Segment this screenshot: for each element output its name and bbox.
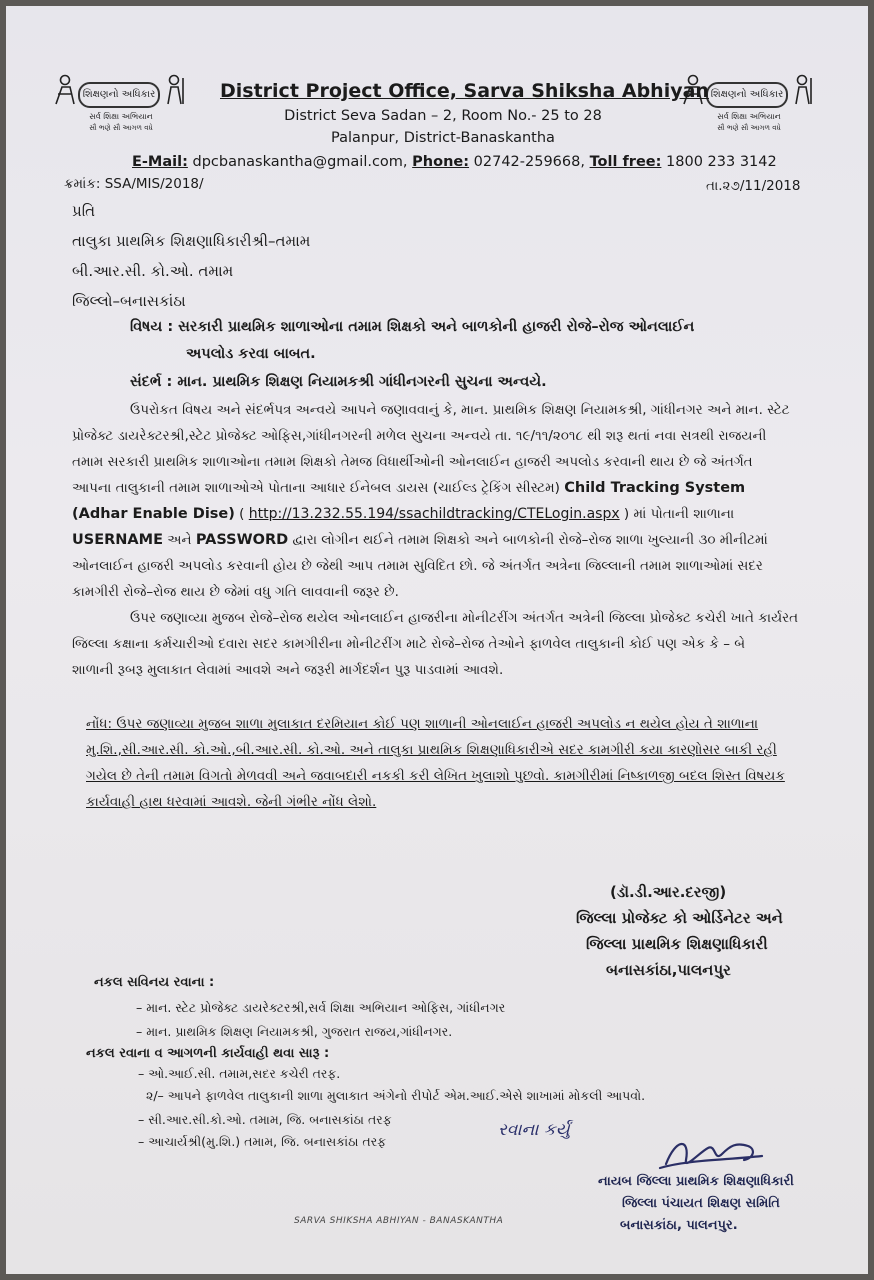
child-reading-icon	[52, 74, 78, 106]
body-line: કામગીરી રોજે–રોજ થાય છે જેમાં વધુ ગતિ લાવવાની જરૂર છે.	[72, 584, 399, 600]
body-text: આપના તાલુકાની તમામ શાળાઓએ પોતાના આધાર ઈનેબલ ડાયસ (ચાઈલ્ડ ટ્રેકિંગ સીસ્ટમ)	[72, 480, 565, 496]
email-address[interactable]: dpcbanaskantha@gmail.com,	[187, 154, 413, 170]
body-line: પ્રોજેક્ટ ડાયરેક્ટરશ્રી,સ્ટેટ પ્રોજેક્ટ ઓફિસ,ગાંધીનગરની મળેલ સુચના અન્વયે તા. ૧૯/૧૧/૨૦૧૮ થી શરૂ થતાં નવા સત્રથી રાજયની	[72, 428, 767, 444]
note-line: કાર્યવાહી હાથ ધરવામાં આવશે. જેની ગંભીર નોંધ લેશો.	[86, 794, 377, 810]
addressee-line: જિલ્લો–બનાસકાંઠા	[72, 292, 186, 310]
handwritten-signature	[656, 1130, 766, 1176]
password-term: PASSWORD	[195, 532, 289, 548]
body-line: જિલ્લા કક્ષાના કર્મચારીઓ દવારા સદર કામગીરીના મોનીટરીંગ માટે રોજે–રોજ તેઓને ફાળવેલ તાલુકાની કોઈ પણ એક કે – બે	[72, 636, 746, 652]
copy-item: – માન. સ્ટેટ પ્રોજેક્ટ ડાયરેક્ટરશ્રી,સર્વ શિક્ષા અભિયાન ઓફિસ, ગાંધીનગર	[136, 1000, 506, 1015]
copy-item: ૨/– આપને ફાળવેલ તાલુકાની શાળા મુલાકાત અંગેનો રીપોર્ટ એમ.આઈ.એસે શાખામાં મોકલી આપવો.	[146, 1088, 646, 1103]
signatory-place: બનાસકાંઠા,પાલનપુર	[606, 961, 731, 979]
signatory-name: (ડૉ.ડી.આર.દરજી)	[610, 883, 727, 901]
body-text: અને	[162, 532, 196, 548]
reference-number: ક્રમાંક: SSA/MIS/2018/	[64, 176, 204, 192]
signatory-title: જિલ્લા પ્રોજેક્ટ કો ઓર્ડિનેટર અને	[576, 909, 783, 927]
tollfree-number: 1800 233 3142	[661, 154, 777, 170]
subject-line: વિષય : સરકારી પ્રાથમિક શાળાઓના તમામ શિક્ષકો અને બાળકોની હાજરી રોજે–રોજ ઓનલાઈન	[130, 319, 695, 335]
reference-line: સંદર્ભ : માન. પ્રાથમિક શિક્ષણ નિયામકશ્રી ગાંધીનગરની સુચના અન્વયે.	[130, 374, 547, 390]
note-line: ગયેલ છે તેની તમામ વિગતો મેળવવી અને જવાબદારી નકકી કરી લેખિત ખુલાશો પુછવો. કામગીરીમાં નિષ્કાળજી બદલ શિસ્ત વિષયક	[86, 768, 785, 784]
body-text: (	[234, 506, 249, 522]
body-text: ) માં પોતાની શાળાના	[619, 506, 735, 522]
note-line: નોંધ: ઉપર જણાવ્યા મુજબ શાળા મુલાકાત દરમિયાન કોઈ પણ શાળાની ઓનલાઈન હાજરી અપલોડ ન થયેલ હોય તે શાળાના	[86, 716, 759, 732]
body-line	[72, 506, 734, 522]
body-line	[72, 480, 745, 496]
copy-heading: નકલ રવાના વ આગળની કાર્યવાહી થવા સારૂ :	[86, 1046, 330, 1061]
logo-badge: શિક્ષણનો અધિકાર	[78, 82, 160, 108]
logo-motto: સૌ ભણે સૌ આગળ વધે	[717, 124, 781, 132]
body-line: ઓનલાઈન હાજરી અપલોડ કરવાની હોય છે જેથી આપ તમામ સુવિદિત છો. જે અંતર્ગત અત્રેના જિલ્લાની તમામ શાળાઓમાં સદર	[72, 558, 763, 574]
body-line: ઉપરોકત વિષય અને સંદર્ભપત્ર અન્વયે આપને જણાવવાનું કે, માન. પ્રાથમિક શિક્ષણ નિયામકશ્રી, ગાંધીનગર અને માન. સ્ટેટ	[130, 402, 790, 418]
addressee-to: પ્રતિ	[72, 202, 96, 220]
office-city: Palanpur, District-Banaskantha	[331, 130, 555, 146]
letter-page	[6, 6, 868, 1274]
system-subtitle: (Adhar Enable Dise)	[72, 506, 235, 522]
office-title: District Project Office, Sarva Shiksha Abhiyan	[220, 80, 709, 102]
stamp-line: બનાસકાંઠા, પાલનપુર.	[620, 1218, 738, 1233]
stamp-line: નાયબ જિલ્લા પ્રાથમિક શિક્ષણાધિકારી	[598, 1174, 794, 1189]
rte-logo-left	[50, 72, 192, 138]
signatory-title: જિલ્લા પ્રાથમિક શિક્ષણાધિકારી	[586, 935, 768, 953]
addressee-line: તાલુકા પ્રાથમિક શિક્ષણાધિકારીશ્રી–તમામ	[72, 232, 311, 250]
logo-tagline: સર્વ શિક્ષા અભિયાન	[89, 112, 153, 121]
email-label: E-Mail:	[132, 154, 188, 170]
username-term: USERNAME	[72, 532, 163, 548]
copy-item: – ઓ.આઈ.સી. તમામ,સદર કચેરી તરફ.	[138, 1066, 341, 1081]
child-tracking-link[interactable]: http://13.232.55.194/ssachildtracking/CTELogin.aspx	[248, 506, 620, 522]
dispatch-stamp: રવાના કર્યું	[498, 1120, 570, 1140]
copy-item: – માન. પ્રાથમિક શિક્ષણ નિયામકશ્રી, ગુજરાત રાજય,ગાંધીનગર.	[136, 1024, 453, 1039]
note-line: મુ.શિ.,સી.આર.સી. કો.ઓ.,બી.આર.સી. કો.ઓ. અને તાલુકા પ્રાથમિક શિક્ષણાધિકારીએ સદર કામગીરી કયા કારણોસર બાકી રહી	[86, 742, 777, 758]
letter-date: તા.૨૭/11/2018	[706, 178, 801, 194]
copy-item: – સી.આર.સી.કો.ઓ. તમામ, જિ. બનાસકાંઠા તરફ	[138, 1112, 392, 1127]
pencil-figure-icon	[790, 74, 816, 106]
page-footer: SARVA SHIKSHA ABHIYAN - BANASKANTHA	[294, 1216, 504, 1226]
body-line: તમામ સરકારી પ્રાથમિક શાળાઓના તમામ શિક્ષકો તેમજ વિધાર્થીઓની ઓનલાઈન હાજરી અપલોડ કરવાની થાય છે જે અંતર્ગત	[72, 454, 753, 470]
tollfree-label: Toll free:	[589, 154, 662, 170]
contact-line	[132, 154, 777, 170]
body-text: દ્વારા લોગીન થઈને તમામ શિક્ષકો અને બાળકોની રોજે–રોજ શાળા ખુલ્યાની ૩૦ મીનીટમાં	[288, 532, 768, 548]
body-line: શાળાની રૂબરૂ મુલાકાત લેવામાં આવશે અને જરૂરી માર્ગદર્શન પુરૂ પાડવામાં આવશે.	[72, 662, 504, 678]
office-address: District Seva Sadan – 2, Room No.- 25 to 28	[284, 108, 602, 124]
phone-number: 02742-259668,	[469, 154, 590, 170]
copy-item: – આચાર્યશ્રી(મુ.શિ.) તમામ, જિ. બનાસકાંઠા તરફ	[138, 1134, 387, 1149]
copy-heading: નકલ સવિનય રવાના :	[94, 975, 215, 990]
logo-motto: સૌ ભણે સૌ આગળ વધે	[89, 124, 153, 132]
phone-label: Phone:	[412, 154, 470, 170]
system-name: Child Tracking System	[564, 480, 746, 496]
pencil-figure-icon	[162, 74, 188, 106]
body-line: ઉપર જણાવ્યા મુજબ રોજે–રોજ થયેલ ઓનલાઈન હાજરીના મોનીટરીંગ અંતર્ગત અત્રેની જિલ્લા પ્રોજેક્ટ કચેરી ખાતે કાર્યરત	[130, 610, 799, 626]
logo-badge: શિક્ષણનો અધિકાર	[706, 82, 788, 108]
body-line	[72, 532, 768, 548]
stamp-line: જિલ્લા પંચાયત શિક્ષણ સમિતિ	[622, 1196, 780, 1211]
subject-line: અપલોડ કરવા બાબત.	[186, 346, 316, 362]
addressee-line: બી.આર.સી. કો.ઓ. તમામ	[72, 262, 234, 280]
logo-tagline: સર્વ શિક્ષા અભિયાન	[717, 112, 781, 121]
